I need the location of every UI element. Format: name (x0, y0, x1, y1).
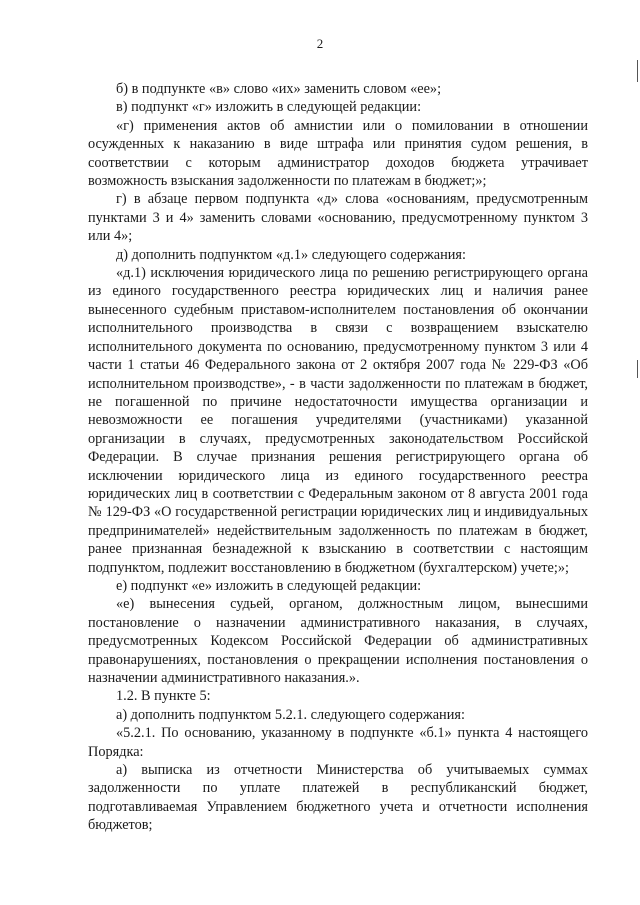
paragraph-d: д) дополнить подпунктом «д.1» следующего содержания: (116, 246, 466, 263)
scan-edge-mark (637, 360, 638, 378)
paragraph-1-2: 1.2. В пункте 5: (116, 688, 211, 705)
paragraph-d1-quote: «д.1) исключения юридического лица по решению регистрирующего органа из единого государственного реестра юридических лиц и наличия ранее вынесенного судебным приставом-исполнителем постановления об окончании исполнительного производства в связи с возвращением взыскателю исполнительного документа по основанию, предусмотренному пунктом 3 или 4 части 1 статьи 46 Федерального закона от 2 октября 2007 года № 229-ФЗ «Об исполнительном производстве», - в части задолженности по платежам в бюджет, не погашенной по причине недостаточности имущества организации и невозможности ее погашения учредителями (участниками) указанной организации в случаях, предусмотренных законодательством Российской Федерации. В случае признания решения регистрирующего органа об исключении юридического лица из единого государственного реестра юридических лиц в соответствии с Федеральным законом от 8 августа 2001 года № 129-ФЗ «О государственной регистрации юридических лиц и индивидуальных предпринимателей» недействительным задолженность по платежам в бюджет, ранее признанная безнадежной к взысканию в соответствии с настоящим подпунктом, подлежит восстановлению в бюджетном (бухгалтерском) учете;»; (88, 265, 588, 576)
paragraph-g-quote: «г) применения актов об амнистии или о помиловании в отношении осужденных к наказанию в виде штрафа или принятия судом решения, в соответствии с которым администратор доходов бюджета утрачивает возможность взыскания задолженности по платежам в бюджет;»; (88, 117, 588, 190)
paragraph-b: б) в подпункте «в» слово «их» заменить словом «ее»; (116, 81, 442, 97)
paragraph-e-quote: «е) вынесения судьей, органом, должностным лицом, вынесшими постановление о назначении административного наказания, в случаях, предусмотренных Кодексом Российской Федерации об административных правонарушениях, постановления о прекращении исполнения постановления о назначении административного наказания.». (88, 596, 588, 686)
paragraph-v: в) подпункт «г» изложить в следующей редакции: (116, 99, 422, 116)
page-number: 2 (316, 36, 324, 51)
paragraph-a-extract: а) выписка из отчетности Министерства об учитываемых суммах задолженности по уплате платежей в республиканский бюджет, подготавливаемая Управлением бюджетного учета и отчетности исполнения бюджетов; (88, 762, 588, 834)
document-body (88, 80, 588, 835)
paragraph-g: г) в абзаце первом подпункта «д» слова «основаниям, предусмотренным пунктами 3 и 4» заменить словами «основанию, предусмотренному пунктом 3 или 4»; (88, 191, 588, 245)
scan-edge-mark (637, 60, 638, 82)
paragraph-5-2-1-quote: «5.2.1. По основанию, указанному в подпункте «б.1» пункта 4 настоящего Порядка: (88, 725, 588, 760)
paragraph-a-5-2-1: а) дополнить подпунктом 5.2.1. следующего содержания: (116, 706, 465, 723)
paragraph-e: е) подпункт «е» изложить в следующей редакции: (116, 577, 422, 594)
